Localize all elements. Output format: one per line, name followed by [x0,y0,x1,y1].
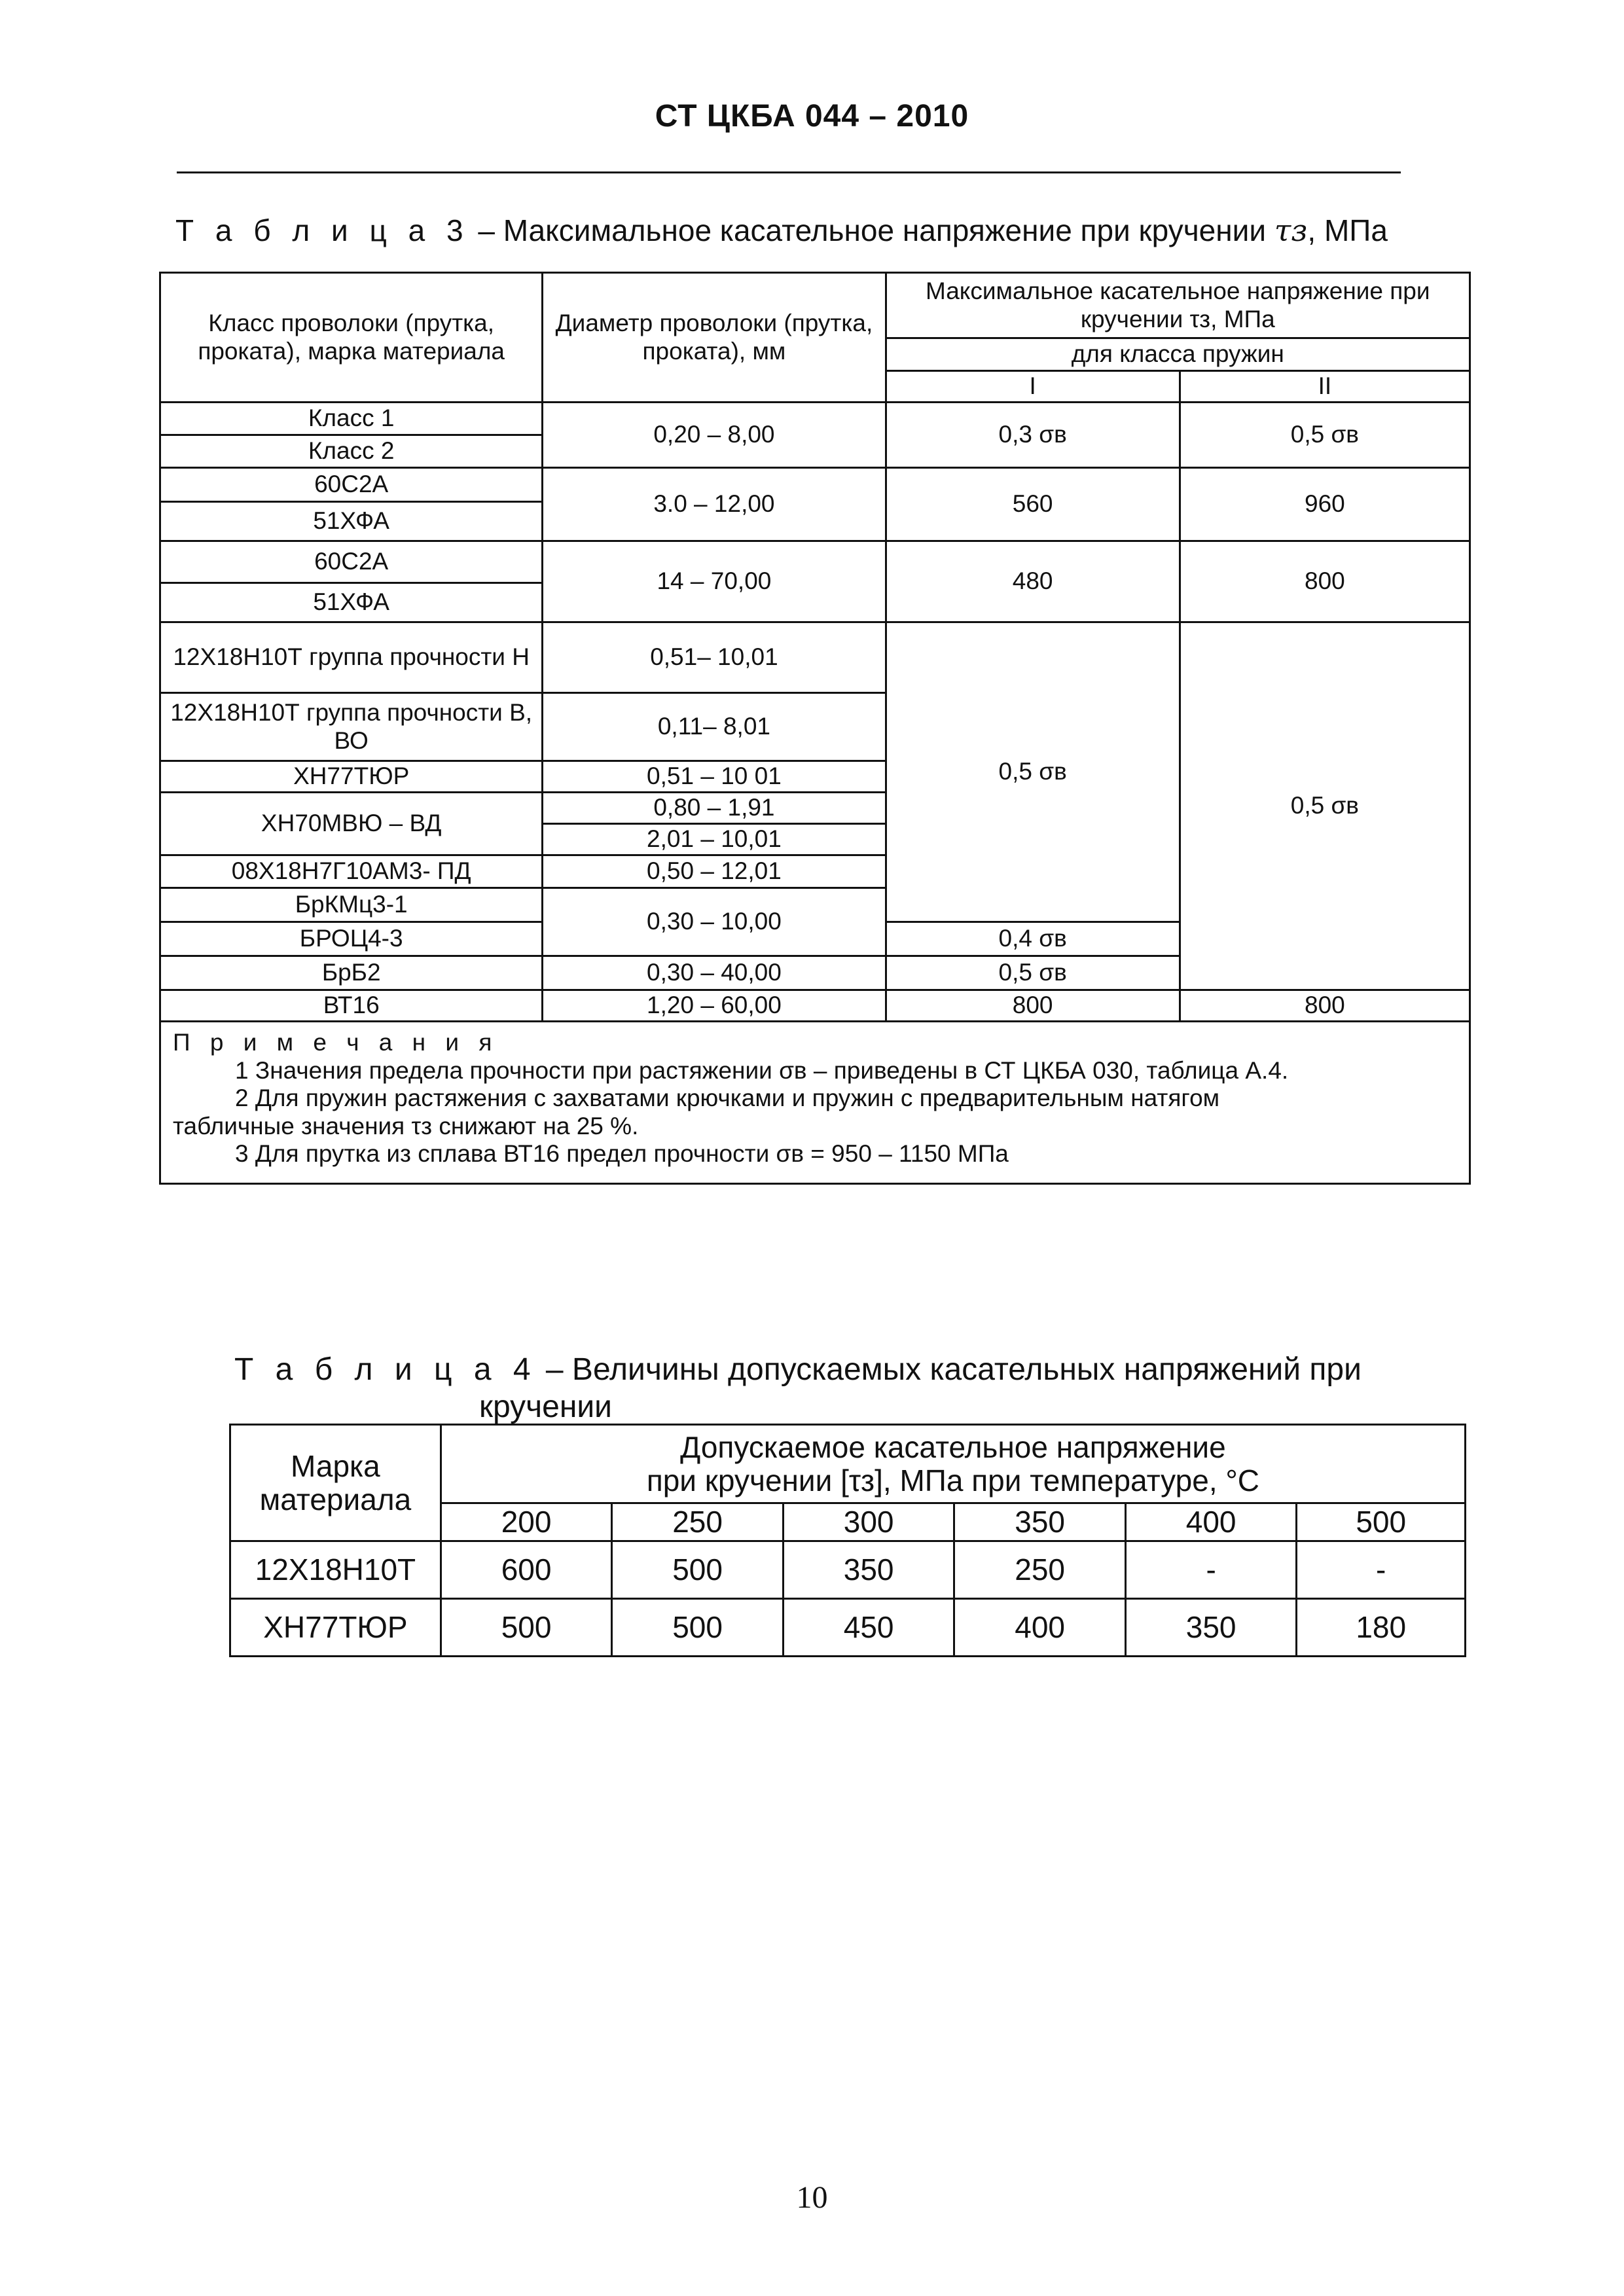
t3-cell-material: БрБ2 [160,956,543,990]
t4-cell-material: 12Х18Н10Т [230,1541,441,1599]
t4-cell-value: 250 [954,1541,1126,1599]
t4-cell-material: ХН77ТЮР [230,1599,441,1657]
table4 [229,1424,1466,1657]
t3-cell-class2: 800 [1180,990,1470,1022]
t3-cell-class1: 560 [886,468,1180,541]
t3-cell-class1: 800 [886,990,1180,1022]
table4-caption-prefix: Т а б л и ц а 4 [234,1352,537,1387]
t3-header-max-stress: Максимальное касательное напряжение при кручении τз, МПа [886,273,1470,338]
t3-cell-material: 60С2А [160,468,543,502]
table-row [230,1541,1466,1599]
t3-header-class-material: Класс проволоки (прутка, проката), марка материала [160,273,543,403]
t3-header-class-2: II [1180,371,1470,403]
document-header: СТ ЦКБА 044 – 2010 [655,99,969,134]
t3-cell-diameter: 0,50 – 12,01 [543,855,886,888]
t3-cell-diameter: 14 – 70,00 [543,541,886,622]
t3-note-3: 3 Для прутка из сплава ВТ16 предел прочности σв = 950 – 1150 МПа [235,1140,1009,1168]
table3-caption-unit: , МПа [1307,213,1388,247]
table3-caption-symbol: τз [1274,213,1308,248]
t3-cell-class1: 0,5 σв [886,956,1180,990]
t3-cell-material: БрКМц3-1 [160,888,543,922]
t3-cell-class1-group: 0,5 σв [886,622,1180,922]
t3-cell-material: Класс 2 [160,435,543,468]
t4-cell-value: 450 [783,1599,954,1657]
t3-note-1: 1 Значения предела прочности при растяжении σв – приведены в СТ ЦКБА 030, таблица А.4. [235,1056,1289,1084]
t3-cell-class2-group: 0,5 σв [1180,622,1470,990]
table3 [159,272,1471,1185]
t3-header-spring-class: для класса пружин [886,338,1470,371]
t4-header-temp: 250 [612,1503,784,1541]
t3-cell-diameter: 0,30 – 10,00 [543,888,886,956]
t4-header-stress-line1: Допускаемое касательное напряжение [680,1429,1226,1464]
t3-cell-diameter: 0,51– 10,01 [543,622,886,693]
t4-cell-value: 350 [783,1541,954,1599]
t3-cell-diameter: 0,20 – 8,00 [543,403,886,468]
t3-notes-title: П р и м е ч а н и я [173,1029,499,1056]
t3-cell-material: ХН70МВЮ – ВД [160,793,543,855]
t4-header-temp: 200 [441,1503,612,1541]
t3-notes [160,1022,1470,1184]
t3-note-2b: табличные значения τз снижают на 25 %. [173,1112,639,1139]
page-number: 10 [796,2180,828,2215]
t3-cell-material: 60С2А [160,541,543,583]
t4-header-stress [441,1425,1465,1503]
t3-cell-material: 12Х18Н10Т группа прочности Н [160,622,543,693]
t3-cell-material: 12Х18Н10Т группа прочности В, ВО [160,693,543,761]
table4-caption-continued: кручении [479,1390,612,1424]
t3-cell-material: ВТ16 [160,990,543,1022]
t3-cell-diameter: 0,80 – 1,91 [543,793,886,824]
t3-cell-material: 51ХФА [160,583,543,622]
t3-cell-class1: 0,3 σв [886,403,1180,468]
header-rule [177,171,1401,173]
t4-cell-value: 400 [954,1599,1126,1657]
t3-cell-material: Класс 1 [160,403,543,435]
t4-cell-value: 600 [441,1541,612,1599]
t3-cell-diameter: 2,01 – 10,01 [543,824,886,855]
t4-cell-value: 500 [441,1599,612,1657]
t3-cell-class1: 0,4 σв [886,922,1180,956]
t3-cell-diameter: 0,51 – 10 01 [543,761,886,793]
table3-caption-prefix: Т а б л и ц а 3 [175,213,470,247]
table3-caption [175,213,1388,248]
t3-cell-class1: 480 [886,541,1180,622]
t4-header-material: Марка материала [230,1425,441,1541]
t4-header-temp: 500 [1297,1503,1466,1541]
t3-cell-diameter: 0,30 – 40,00 [543,956,886,990]
t3-header-class-1: I [886,371,1180,403]
t3-note-2a: 2 Для пружин растяжения с захватами крючками и пружин с предварительным натягом [235,1085,1220,1112]
t3-cell-class2: 960 [1180,468,1470,541]
table3-caption-text: – Максимальное касательное напряжение при кручении [469,213,1274,247]
t3-cell-material: 51ХФА [160,502,543,541]
t4-header-temp: 400 [1125,1503,1297,1541]
t4-header-stress-line2: при кручении [τз], МПа при температуре, °С [646,1463,1260,1498]
t4-cell-value: 500 [612,1599,784,1657]
t4-cell-value: - [1125,1541,1297,1599]
t3-header-diameter: Диаметр проволоки (прутка, проката), мм [543,273,886,403]
t4-header-temp: 350 [954,1503,1126,1541]
t3-cell-material: БРОЦ4-3 [160,922,543,956]
t3-cell-diameter: 0,11– 8,01 [543,693,886,761]
t3-cell-material: 08Х18Н7Г10АМ3- ПД [160,855,543,888]
table4-caption-text-1: – Величины допускаемых касательных напряжений при [537,1352,1362,1387]
t4-cell-value: 350 [1125,1599,1297,1657]
t3-cell-class2: 0,5 σв [1180,403,1470,468]
t3-cell-diameter: 1,20 – 60,00 [543,990,886,1022]
table4-caption [234,1352,1362,1388]
t4-cell-value: - [1297,1541,1466,1599]
table-row [230,1599,1466,1657]
t4-cell-value: 500 [612,1541,784,1599]
t4-header-temp: 300 [783,1503,954,1541]
t4-cell-value: 180 [1297,1599,1466,1657]
t3-cell-diameter: 3.0 – 12,00 [543,468,886,541]
t3-cell-class2: 800 [1180,541,1470,622]
t3-cell-material: ХН77ТЮР [160,761,543,793]
